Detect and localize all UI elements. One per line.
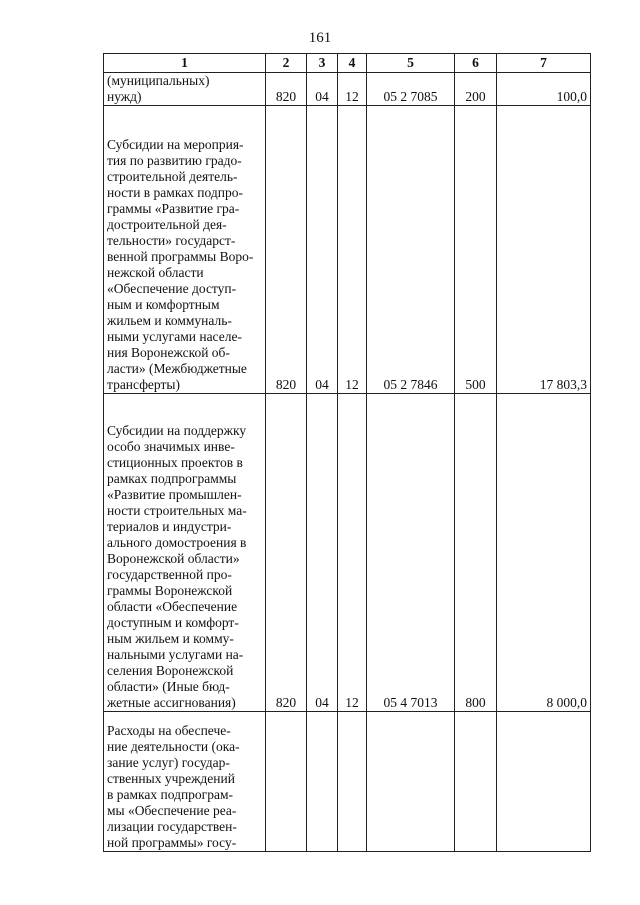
description-line: строительной деятель- <box>107 169 238 184</box>
description-line: (муниципальных) <box>107 73 210 88</box>
description-line: ными услугами населе- <box>107 329 242 344</box>
description-line: ние деятельности (ока- <box>107 739 240 754</box>
header-col-2: 2 <box>266 54 307 73</box>
table-row <box>104 106 591 394</box>
description-line: териалов и индустри- <box>107 519 232 534</box>
description-line: ным жильем и комму- <box>107 631 234 646</box>
header-col-1: 1 <box>104 54 266 73</box>
description-line: достроительной дея- <box>107 217 227 232</box>
header-col-3: 3 <box>307 54 338 73</box>
row-description <box>104 712 266 852</box>
row-section-code <box>307 712 338 852</box>
row-ministry-code: 820 <box>266 394 307 712</box>
row-subsection-code: 12 <box>338 73 367 106</box>
description-line: жильем и коммуналь- <box>107 313 232 328</box>
description-line: Субсидии на поддержку <box>107 423 247 438</box>
description-line: Субсидии на мероприя- <box>107 137 244 152</box>
description-line: нежской области <box>107 265 204 280</box>
row-amount: 100,0 <box>497 73 591 106</box>
row-subsection-code: 12 <box>338 106 367 394</box>
description-line: лизации государствен- <box>107 819 237 834</box>
description-line: ности в рамках подпро- <box>107 185 243 200</box>
description-line: ния Воронежской об- <box>107 345 230 360</box>
row-section-code: 04 <box>307 106 338 394</box>
description-line: трансферты) <box>107 377 180 392</box>
header-col-7: 7 <box>497 54 591 73</box>
description-line: особо значимых инве- <box>107 439 235 454</box>
header-col-4: 4 <box>338 54 367 73</box>
table-row <box>104 712 591 852</box>
row-subsection-code <box>338 712 367 852</box>
row-amount: 8 000,0 <box>497 394 591 712</box>
row-description <box>104 73 266 106</box>
table-row <box>104 73 591 106</box>
row-target-article-code: 05 2 7085 <box>367 73 455 106</box>
row-target-article-code: 05 2 7846 <box>367 106 455 394</box>
description-line: области» (Иные бюд- <box>107 679 230 694</box>
row-expense-type-code: 800 <box>455 394 497 712</box>
description-line: ального домостроения в <box>107 535 247 550</box>
description-line: ной программы» госу- <box>107 835 237 850</box>
description-line: нальными услугами на- <box>107 647 244 662</box>
row-expense-type-code <box>455 712 497 852</box>
table-header-row <box>104 54 591 73</box>
budget-table <box>103 53 591 852</box>
description-line: тия по развитию градо- <box>107 153 242 168</box>
description-line: ственных учреждений <box>107 771 235 786</box>
header-col-5: 5 <box>367 54 455 73</box>
row-expense-type-code: 200 <box>455 73 497 106</box>
row-ministry-code: 820 <box>266 106 307 394</box>
row-expense-type-code: 500 <box>455 106 497 394</box>
header-col-6: 6 <box>455 54 497 73</box>
description-line: венной программы Воро- <box>107 249 254 264</box>
description-line: селения Воронежской <box>107 663 234 678</box>
row-ministry-code: 820 <box>266 73 307 106</box>
row-target-article-code <box>367 712 455 852</box>
description-line: нужд) <box>107 89 142 104</box>
description-line: рамках подпрограммы <box>107 471 237 486</box>
description-line: доступным и комфорт- <box>107 615 239 630</box>
description-line: граммы «Развитие гра- <box>107 201 240 216</box>
description-line: граммы Воронежской <box>107 583 233 598</box>
description-line: тельности» государст- <box>107 233 236 248</box>
description-line: стиционных проектов в <box>107 455 243 470</box>
row-description <box>104 394 266 712</box>
row-amount <box>497 712 591 852</box>
description-line: ласти» (Межбюджетные <box>107 361 247 376</box>
table-row <box>104 394 591 712</box>
description-line: «Обеспечение доступ- <box>107 281 237 296</box>
description-line: «Развитие промышлен- <box>107 487 242 502</box>
description-line: жетные ассигнования) <box>107 695 236 710</box>
description-line: государственной про- <box>107 567 232 582</box>
row-target-article-code: 05 4 7013 <box>367 394 455 712</box>
row-subsection-code: 12 <box>338 394 367 712</box>
description-line: области «Обеспечение <box>107 599 238 614</box>
row-amount: 17 803,3 <box>497 106 591 394</box>
row-description <box>104 106 266 394</box>
description-line: ным и комфортным <box>107 297 220 312</box>
row-ministry-code <box>266 712 307 852</box>
page-number: 161 <box>308 30 332 46</box>
row-section-code: 04 <box>307 394 338 712</box>
description-line: Воронежской области» <box>107 551 240 566</box>
description-line: в рамках подпрограм- <box>107 787 234 802</box>
description-line: зание услуг) государ- <box>107 755 230 770</box>
description-line: Расходы на обеспече- <box>107 723 231 738</box>
row-section-code: 04 <box>307 73 338 106</box>
description-line: мы «Обеспечение реа- <box>107 803 237 818</box>
description-line: ности строительных ма- <box>107 503 247 518</box>
